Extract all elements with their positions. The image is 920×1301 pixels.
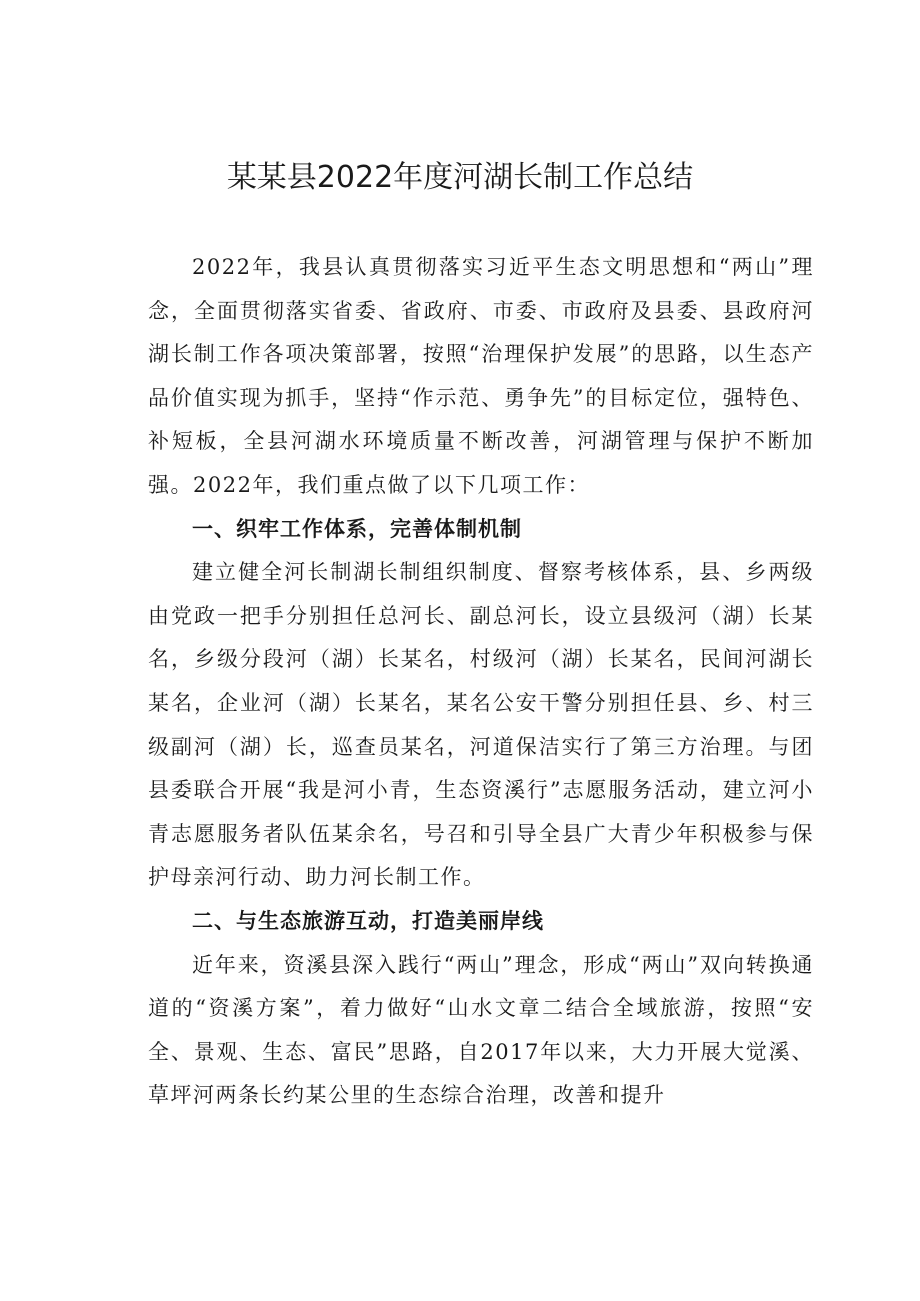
section-body-1: 建立健全河长制湖长制组织制度、督察考核体系，县、乡两级由党政一把手分别担任总河长、副总河长，设立县级河（湖）长某名，乡级分段河（湖）长某名，村级河（湖）长某名，民间河湖长某名，企业河（湖）长某名，某名公安干警分别担任县、乡、村三级副河（湖）长，巡查员某名，河道保洁实行了第三方治理。与团县委联合开展“我是河小青，生态资溪行”志愿服务活动，建立河小青志愿服务者队伍某余名，号召和引导全县广大青少年积极参与保护母亲河行动、助力河长制工作。 xyxy=(148,560,814,890)
section-body-2: 近年来，资溪县深入践行“两山”理念，形成“两山”双向转换通道的“资溪方案”，着力做好“山水文章二结合全域旅游，按照“安全、景观、生态、富民”思路，自2017年以来，大力开展大觉溪、草坪河两条长约某公里的生态综合治理，改善和提升 xyxy=(148,952,814,1108)
document-body xyxy=(148,246,814,1118)
section-heading-1: 一、织牢工作体系，完善体制机制 xyxy=(192,516,522,541)
intro-paragraph: 2022年，我县认真贯彻落实习近平生态文明思想和“两山”理念，全面贯彻落实省委、省政府、市委、市政府及县委、县政府河湖长制工作各项决策部署，按照“治理保护发展”的思路，以生态产品价值实现为抓手，坚持“作示范、勇争先”的目标定位，强特色、补短板，全县河湖水环境质量不断改善，河湖管理与保护不断加强。2022年，我们重点做了以下几项工作： xyxy=(148,255,814,497)
document-title: 某某县2022年度河湖长制工作总结 xyxy=(226,160,694,195)
section-heading-2: 二、与生态旅游互动，打造美丽岸线 xyxy=(192,908,544,933)
